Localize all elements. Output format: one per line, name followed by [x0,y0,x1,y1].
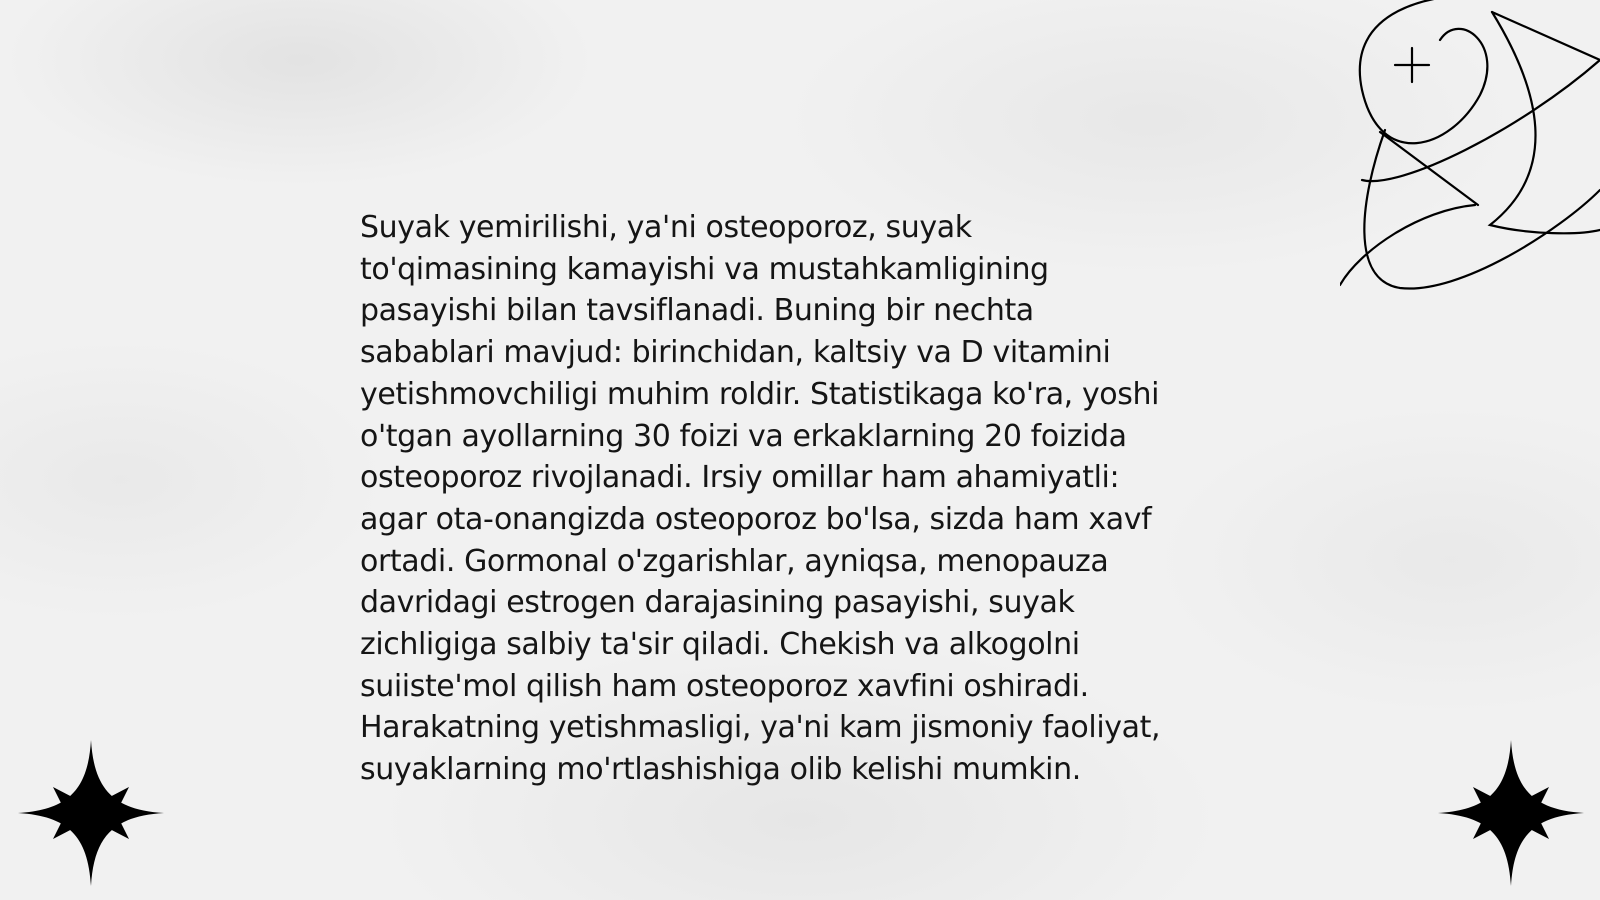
paragraph-line: agar ota-onangizda osteoporoz bo'lsa, sizda ham xavf [360,501,1152,537]
paragraph-line: davridagi estrogen darajasining pasayishi, suyak [360,585,1075,621]
paragraph-line: pasayishi bilan tavsiflanadi. Buning bir nechta [360,293,1034,329]
paragraph-line: o'tgan ayollarning 30 foizi va erkaklarning 20 foizida [360,418,1127,454]
paragraph-line: suyaklarning mo'rtlashishiga olib kelishi mumkin. [360,752,1081,788]
paragraph-line: Suyak yemirilishi, ya'ni osteoporoz, suyak [360,210,972,245]
paragraph-line: suiiste'mol qilish ham osteoporoz xavfini oshiradi. [360,668,1089,704]
paragraph-line: osteoporoz rivojlanadi. Irsiy omillar ham ahamiyatli: [360,460,1120,496]
paragraph-line: to'qimasining kamayishi va mustahkamligining [360,251,1049,287]
four-point-sparkle-icon [18,740,164,886]
paragraph-line: zichligiga salbiy ta'sir qiladi. Chekish va alkogolni [360,627,1080,663]
paragraph-line: yetishmovchiligi muhim roldir. Statistikaga ko'ra, yoshi [360,376,1160,412]
orbit-lines-icon [1340,0,1600,290]
paragraph-line: ortadi. Gormonal o'zgarishlar, ayniqsa, menopauza [360,543,1109,579]
four-point-sparkle-icon [1438,740,1584,886]
paragraph-line: sabablari mavjud: birinchidan, kaltsiy va D vitamini [360,335,1111,371]
paragraph-line: Harakatning yetishmasligi, ya'ni kam jismoniy faoliyat, [360,710,1161,746]
body-paragraph [360,207,1240,791]
